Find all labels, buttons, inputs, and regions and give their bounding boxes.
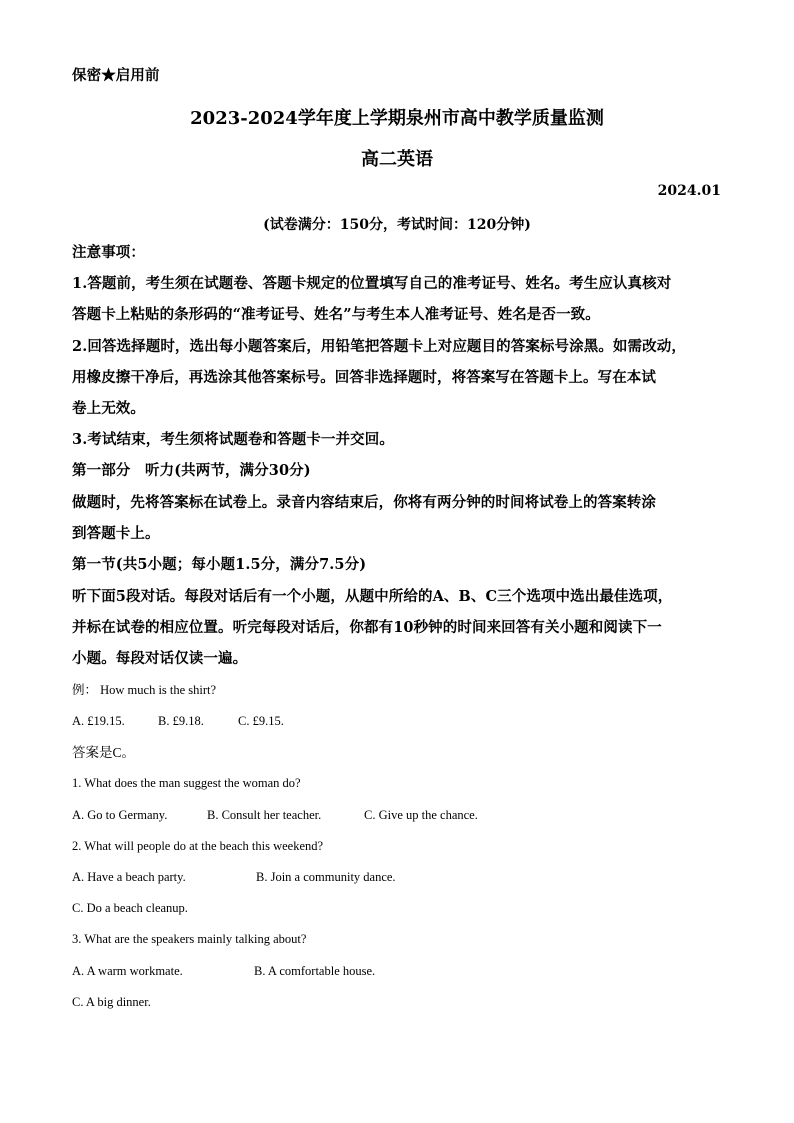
confidential-label: 保密★启用前 bbox=[72, 67, 160, 84]
notes-line: 答题卡上粘贴的条形码的“准考证号、姓名”与考生本人准考证号、姓名是否一致。 bbox=[72, 306, 600, 323]
question-option-a: A. A warm workmate. bbox=[72, 964, 183, 978]
question-option-b: B. A comfortable house. bbox=[254, 964, 376, 978]
part1-instruction: 做题时，先将答案标在试卷上。录音内容结束后，你将有两分钟的时间将试卷上的答案转涂 bbox=[72, 494, 656, 511]
notes-line: 3.考试结束，考生须将试题卷和答题卡一并交回。 bbox=[72, 431, 394, 448]
question-option-a: A. Have a beach party. bbox=[72, 870, 186, 884]
section1-instruction: 听下面5段对话。每段对话后有一个小题，从题中所给的A、B、C三个选项中选出最佳选项， bbox=[72, 588, 673, 605]
question-option-c: C. Do a beach cleanup. bbox=[72, 901, 188, 915]
section1-instruction: 并标在试卷的相应位置。听完每段对话后，你都有10秒钟的时间来回答有关小题和阅读下一 bbox=[72, 619, 662, 636]
notes-line: 用橡皮擦干净后，再选涂其他答案标号。回答非选择题时，将答案写在答题卡上。写在本试 bbox=[72, 369, 656, 386]
example-option-a: A. £19.15. bbox=[72, 714, 125, 728]
notes-line: 1.答题前，考生须在试题卷、答题卡规定的位置填写自己的准考证号、姓名。考生应认真核对 bbox=[72, 275, 672, 292]
subject-title: 高二英语 bbox=[361, 149, 433, 170]
question-option-b: B. Consult her teacher. bbox=[207, 808, 322, 822]
question-option-c: C. Give up the chance. bbox=[364, 808, 478, 822]
question-stem: 3. What are the speakers mainly talking about? bbox=[72, 932, 307, 946]
section1-instruction: 小题。每段对话仅读一遍。 bbox=[72, 650, 248, 667]
example-option-b: B. £9.18. bbox=[158, 714, 204, 728]
example-question: 例： How much is the shirt? bbox=[72, 683, 217, 697]
question-stem: 2. What will people do at the beach this weekend? bbox=[72, 839, 324, 853]
question-option-a: A. Go to Germany. bbox=[72, 808, 168, 822]
notes-line: 卷上无效。 bbox=[72, 400, 145, 417]
question-stem: 1. What does the man suggest the woman do? bbox=[72, 776, 301, 790]
exam-title: 2023-2024学年度上学期泉州市高中教学质量监测 bbox=[190, 108, 604, 129]
exam-date: 2024.01 bbox=[657, 183, 721, 199]
part1-heading: 第一部分 听力(共两节，满分30分) bbox=[72, 462, 311, 479]
example-option-c: C. £9.15. bbox=[238, 714, 284, 728]
notes-heading: 注意事项： bbox=[72, 244, 145, 261]
example-answer: 答案是C。 bbox=[72, 745, 136, 760]
score-info: (试卷满分：150分，考试时间：120分钟) bbox=[263, 217, 531, 233]
part1-instruction: 到答题卡上。 bbox=[72, 525, 160, 542]
question-option-b: B. Join a community dance. bbox=[256, 870, 396, 884]
notes-line: 2.回答选择题时，选出每小题答案后，用铅笔把答题卡上对应题目的答案标号涂黑。如需改动， bbox=[72, 338, 686, 355]
question-option-c: C. A big dinner. bbox=[72, 995, 151, 1009]
section1-heading: 第一节(共5小题；每小题1.5分，满分7.5分) bbox=[72, 556, 367, 573]
